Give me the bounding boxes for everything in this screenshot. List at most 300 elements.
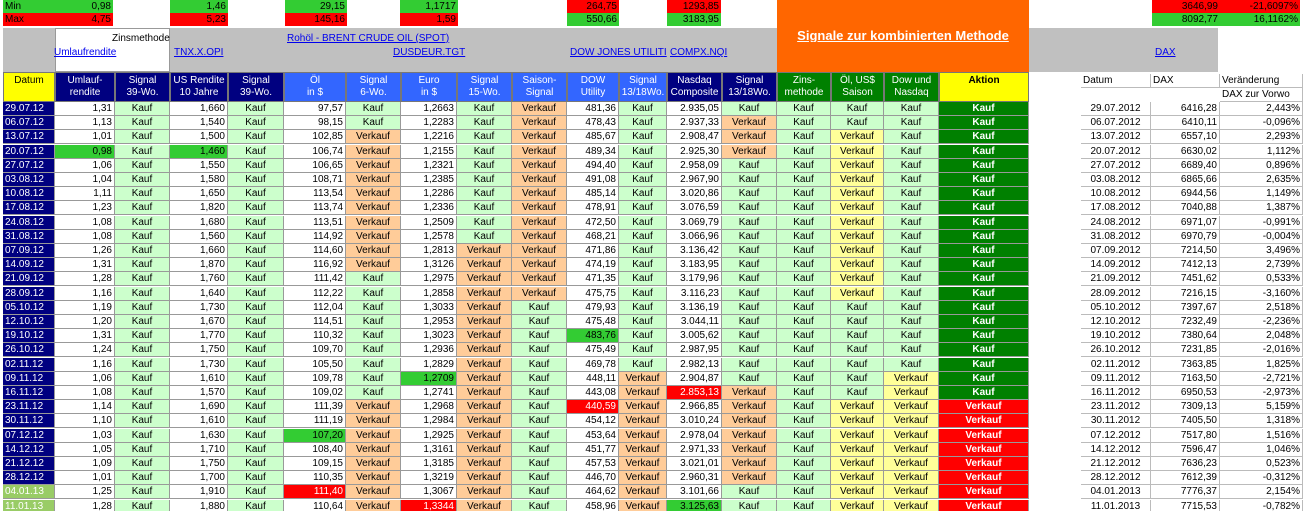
cell-16[interactable]: Verkauf (884, 471, 939, 485)
link-compx[interactable]: COMPX.NQI (670, 47, 728, 58)
cell-7[interactable]: 1,3344 (401, 500, 457, 511)
cell-8[interactable]: Kauf (457, 201, 512, 215)
cell-13[interactable]: Kauf (722, 244, 777, 258)
cell-16[interactable]: Verkauf (884, 457, 939, 471)
cell-17[interactable]: Kauf (939, 287, 1029, 301)
cell-7[interactable]: 1,2321 (401, 159, 457, 173)
cell-11[interactable]: Kauf (619, 272, 667, 286)
cell-1[interactable]: 1,08 (55, 216, 115, 230)
cell-11[interactable]: Kauf (619, 244, 667, 258)
cell-0[interactable]: 28.12.12 (3, 471, 55, 485)
cell-10[interactable]: 448,11 (567, 372, 619, 386)
cell-7[interactable]: 1,2984 (401, 414, 457, 428)
cell-0[interactable]: 11.01.13 (3, 500, 55, 511)
cell-3[interactable]: 1,610 (170, 372, 228, 386)
cell-10[interactable]: 479,93 (567, 301, 619, 315)
cell-6[interactable]: Kauf (346, 301, 401, 315)
cell-14[interactable]: Kauf (777, 443, 831, 457)
cell-9[interactable]: Verkauf (512, 145, 567, 159)
cell-16[interactable]: Kauf (884, 187, 939, 201)
cell-8[interactable]: Verkauf (457, 258, 512, 272)
cell-13[interactable]: Kauf (722, 315, 777, 329)
cell-15[interactable]: Kauf (831, 116, 884, 130)
cell-9[interactable]: Kauf (512, 443, 567, 457)
cell-14[interactable]: Kauf (777, 414, 831, 428)
cell-11[interactable]: Kauf (619, 258, 667, 272)
cell-1[interactable]: 1,23 (55, 201, 115, 215)
cell-4[interactable]: Kauf (228, 329, 284, 343)
cell-7[interactable]: 1,3067 (401, 485, 457, 499)
cell-12[interactable]: 3.021,01 (667, 457, 722, 471)
cell-11[interactable]: Kauf (619, 287, 667, 301)
cell-6[interactable]: Kauf (346, 329, 401, 343)
cell-14[interactable]: Kauf (777, 358, 831, 372)
cell-3[interactable]: 1,910 (170, 485, 228, 499)
cell-7[interactable]: 1,2968 (401, 400, 457, 414)
cell-2[interactable]: Kauf (115, 372, 170, 386)
cell-16[interactable]: Kauf (884, 301, 939, 315)
cell-1[interactable]: 1,09 (55, 457, 115, 471)
cell-6[interactable]: Kauf (346, 386, 401, 400)
cell-0[interactable]: 24.08.12 (3, 216, 55, 230)
cell-10[interactable]: 481,36 (567, 102, 619, 116)
cell-4[interactable]: Kauf (228, 471, 284, 485)
cell-10[interactable]: 491,08 (567, 173, 619, 187)
cell-16[interactable]: Kauf (884, 102, 939, 116)
cell-2[interactable]: Kauf (115, 457, 170, 471)
cell-3[interactable]: 1,670 (170, 315, 228, 329)
cell-14[interactable]: Kauf (777, 471, 831, 485)
cell-5[interactable]: 106,65 (284, 159, 346, 173)
cell-3[interactable]: 1,570 (170, 386, 228, 400)
cell-15[interactable]: Verkauf (831, 429, 884, 443)
cell-15[interactable]: Kauf (831, 301, 884, 315)
cell-9[interactable]: Verkauf (512, 272, 567, 286)
cell-11[interactable]: Verkauf (619, 471, 667, 485)
cell-10[interactable]: 457,53 (567, 457, 619, 471)
cell-15[interactable]: Verkauf (831, 485, 884, 499)
cell-11[interactable]: Verkauf (619, 372, 667, 386)
link-umlaufrendite[interactable]: Umlaufrendite (54, 47, 117, 58)
cell-6[interactable]: Verkauf (346, 187, 401, 201)
cell-11[interactable]: Kauf (619, 301, 667, 315)
cell-6[interactable]: Kauf (346, 372, 401, 386)
cell-5[interactable]: 106,74 (284, 145, 346, 159)
cell-0[interactable]: 31.08.12 (3, 230, 55, 244)
cell-15[interactable]: Verkauf (831, 201, 884, 215)
cell-10[interactable]: 475,75 (567, 287, 619, 301)
cell-6[interactable]: Verkauf (346, 159, 401, 173)
cell-17[interactable]: Verkauf (939, 443, 1029, 457)
cell-9[interactable]: Kauf (512, 400, 567, 414)
cell-6[interactable]: Verkauf (346, 244, 401, 258)
cell-5[interactable]: 111,40 (284, 485, 346, 499)
cell-12[interactable]: 2.908,47 (667, 130, 722, 144)
cell-11[interactable]: Kauf (619, 329, 667, 343)
cell-16[interactable]: Verkauf (884, 485, 939, 499)
cell-15[interactable]: Kauf (831, 315, 884, 329)
link-oil[interactable]: Rohöl - BRENT CRUDE OIL (SPOT) (287, 33, 450, 44)
cell-1[interactable]: 1,03 (55, 429, 115, 443)
cell-7[interactable]: 1,3161 (401, 443, 457, 457)
cell-5[interactable]: 98,15 (284, 116, 346, 130)
cell-6[interactable]: Kauf (346, 116, 401, 130)
cell-13[interactable]: Kauf (722, 216, 777, 230)
cell-5[interactable]: 105,50 (284, 358, 346, 372)
cell-10[interactable]: 483,76 (567, 329, 619, 343)
cell-10[interactable]: 458,96 (567, 500, 619, 511)
cell-14[interactable]: Kauf (777, 201, 831, 215)
cell-11[interactable]: Kauf (619, 358, 667, 372)
cell-1[interactable]: 1,31 (55, 102, 115, 116)
cell-13[interactable]: Verkauf (722, 443, 777, 457)
cell-9[interactable]: Kauf (512, 471, 567, 485)
cell-12[interactable]: 3.101,66 (667, 485, 722, 499)
cell-10[interactable]: 474,19 (567, 258, 619, 272)
cell-0[interactable]: 23.11.12 (3, 400, 55, 414)
cell-6[interactable]: Kauf (346, 343, 401, 357)
cell-3[interactable]: 1,690 (170, 400, 228, 414)
cell-3[interactable]: 1,870 (170, 258, 228, 272)
cell-13[interactable]: Verkauf (722, 400, 777, 414)
cell-11[interactable]: Kauf (619, 230, 667, 244)
cell-6[interactable]: Verkauf (346, 414, 401, 428)
cell-2[interactable]: Kauf (115, 287, 170, 301)
cell-11[interactable]: Kauf (619, 145, 667, 159)
cell-17[interactable]: Kauf (939, 258, 1029, 272)
cell-10[interactable]: 440,59 (567, 400, 619, 414)
cell-12[interactable]: 2.967,90 (667, 173, 722, 187)
cell-17[interactable]: Kauf (939, 315, 1029, 329)
cell-9[interactable]: Kauf (512, 358, 567, 372)
cell-12[interactable]: 3.066,96 (667, 230, 722, 244)
cell-3[interactable]: 1,710 (170, 443, 228, 457)
cell-2[interactable]: Kauf (115, 159, 170, 173)
cell-4[interactable]: Kauf (228, 130, 284, 144)
cell-4[interactable]: Kauf (228, 315, 284, 329)
cell-14[interactable]: Kauf (777, 216, 831, 230)
signal-banner-title[interactable]: Signale zur kombinierten Methode (797, 30, 1009, 42)
cell-11[interactable]: Verkauf (619, 500, 667, 511)
cell-6[interactable]: Kauf (346, 315, 401, 329)
cell-13[interactable]: Kauf (722, 301, 777, 315)
cell-5[interactable]: 109,70 (284, 343, 346, 357)
cell-1[interactable]: 1,16 (55, 358, 115, 372)
cell-13[interactable]: Verkauf (722, 414, 777, 428)
cell-7[interactable]: 1,2858 (401, 287, 457, 301)
cell-17[interactable]: Kauf (939, 329, 1029, 343)
cell-8[interactable]: Verkauf (457, 500, 512, 511)
cell-3[interactable]: 1,770 (170, 329, 228, 343)
cell-3[interactable]: 1,640 (170, 287, 228, 301)
cell-8[interactable]: Verkauf (457, 287, 512, 301)
cell-16[interactable]: Kauf (884, 329, 939, 343)
cell-5[interactable]: 114,51 (284, 315, 346, 329)
cell-2[interactable]: Kauf (115, 414, 170, 428)
link-tnx[interactable]: TNX.X.OPI (174, 47, 224, 58)
cell-1[interactable]: 1,04 (55, 173, 115, 187)
cell-3[interactable]: 1,680 (170, 216, 228, 230)
cell-0[interactable]: 10.08.12 (3, 187, 55, 201)
cell-9[interactable]: Verkauf (512, 258, 567, 272)
cell-0[interactable]: 26.10.12 (3, 343, 55, 357)
cell-4[interactable]: Kauf (228, 343, 284, 357)
cell-14[interactable]: Kauf (777, 287, 831, 301)
cell-16[interactable]: Kauf (884, 159, 939, 173)
cell-8[interactable]: Verkauf (457, 358, 512, 372)
cell-5[interactable]: 109,15 (284, 457, 346, 471)
cell-0[interactable]: 05.10.12 (3, 301, 55, 315)
cell-3[interactable]: 1,460 (170, 145, 228, 159)
cell-8[interactable]: Verkauf (457, 485, 512, 499)
cell-11[interactable]: Kauf (619, 102, 667, 116)
cell-1[interactable]: 1,19 (55, 301, 115, 315)
cell-15[interactable]: Verkauf (831, 145, 884, 159)
link-dax[interactable]: DAX (1155, 47, 1176, 58)
cell-17[interactable]: Kauf (939, 159, 1029, 173)
cell-9[interactable]: Kauf (512, 315, 567, 329)
cell-12[interactable]: 3.005,62 (667, 329, 722, 343)
cell-8[interactable]: Verkauf (457, 329, 512, 343)
cell-4[interactable]: Kauf (228, 145, 284, 159)
cell-8[interactable]: Kauf (457, 159, 512, 173)
cell-2[interactable]: Kauf (115, 230, 170, 244)
cell-15[interactable]: Verkauf (831, 272, 884, 286)
cell-5[interactable]: 108,40 (284, 443, 346, 457)
cell-13[interactable]: Kauf (722, 159, 777, 173)
cell-10[interactable]: 453,64 (567, 429, 619, 443)
cell-1[interactable]: 1,26 (55, 244, 115, 258)
cell-16[interactable]: Kauf (884, 244, 939, 258)
cell-17[interactable]: Verkauf (939, 471, 1029, 485)
cell-3[interactable]: 1,760 (170, 272, 228, 286)
cell-13[interactable]: Kauf (722, 485, 777, 499)
cell-14[interactable]: Kauf (777, 301, 831, 315)
cell-7[interactable]: 1,2283 (401, 116, 457, 130)
cell-6[interactable]: Verkauf (346, 258, 401, 272)
cell-10[interactable]: 443,08 (567, 386, 619, 400)
cell-3[interactable]: 1,550 (170, 159, 228, 173)
cell-2[interactable]: Kauf (115, 301, 170, 315)
cell-4[interactable]: Kauf (228, 258, 284, 272)
cell-0[interactable]: 20.07.12 (3, 145, 55, 159)
cell-7[interactable]: 1,2578 (401, 230, 457, 244)
cell-1[interactable]: 1,31 (55, 329, 115, 343)
cell-12[interactable]: 3.010,24 (667, 414, 722, 428)
cell-10[interactable]: 471,35 (567, 272, 619, 286)
cell-2[interactable]: Kauf (115, 500, 170, 511)
cell-1[interactable]: 1,16 (55, 287, 115, 301)
cell-16[interactable]: Kauf (884, 173, 939, 187)
cell-2[interactable]: Kauf (115, 329, 170, 343)
cell-14[interactable]: Kauf (777, 159, 831, 173)
cell-14[interactable]: Kauf (777, 173, 831, 187)
cell-7[interactable]: 1,3126 (401, 258, 457, 272)
cell-11[interactable]: Verkauf (619, 485, 667, 499)
cell-9[interactable]: Kauf (512, 457, 567, 471)
cell-7[interactable]: 1,2975 (401, 272, 457, 286)
cell-7[interactable]: 1,2925 (401, 429, 457, 443)
cell-1[interactable]: 1,01 (55, 130, 115, 144)
cell-4[interactable]: Kauf (228, 485, 284, 499)
cell-14[interactable]: Kauf (777, 116, 831, 130)
cell-16[interactable]: Kauf (884, 201, 939, 215)
cell-6[interactable]: Kauf (346, 287, 401, 301)
cell-16[interactable]: Kauf (884, 130, 939, 144)
cell-15[interactable]: Verkauf (831, 187, 884, 201)
cell-12[interactable]: 3.069,79 (667, 216, 722, 230)
cell-7[interactable]: 1,3033 (401, 301, 457, 315)
cell-12[interactable]: 2.971,33 (667, 443, 722, 457)
cell-5[interactable]: 116,92 (284, 258, 346, 272)
cell-2[interactable]: Kauf (115, 429, 170, 443)
cell-5[interactable]: 113,51 (284, 216, 346, 230)
cell-8[interactable]: Verkauf (457, 386, 512, 400)
cell-17[interactable]: Verkauf (939, 457, 1029, 471)
cell-6[interactable]: Kauf (346, 102, 401, 116)
cell-3[interactable]: 1,750 (170, 457, 228, 471)
cell-1[interactable]: 1,08 (55, 386, 115, 400)
cell-8[interactable]: Kauf (457, 230, 512, 244)
cell-12[interactable]: 3.136,19 (667, 301, 722, 315)
cell-17[interactable]: Kauf (939, 358, 1029, 372)
cell-12[interactable]: 2.982,13 (667, 358, 722, 372)
cell-11[interactable]: Kauf (619, 201, 667, 215)
cell-14[interactable]: Kauf (777, 485, 831, 499)
cell-9[interactable]: Kauf (512, 329, 567, 343)
cell-16[interactable]: Kauf (884, 145, 939, 159)
cell-12[interactable]: 3.076,59 (667, 201, 722, 215)
cell-17[interactable]: Verkauf (939, 414, 1029, 428)
cell-2[interactable]: Kauf (115, 216, 170, 230)
cell-9[interactable]: Verkauf (512, 216, 567, 230)
cell-12[interactable]: 2.925,30 (667, 145, 722, 159)
cell-17[interactable]: Kauf (939, 173, 1029, 187)
cell-15[interactable]: Verkauf (831, 159, 884, 173)
cell-8[interactable]: Kauf (457, 116, 512, 130)
cell-11[interactable]: Kauf (619, 130, 667, 144)
cell-4[interactable]: Kauf (228, 102, 284, 116)
cell-10[interactable]: 469,78 (567, 358, 619, 372)
cell-8[interactable]: Kauf (457, 102, 512, 116)
cell-17[interactable]: Kauf (939, 102, 1029, 116)
cell-6[interactable]: Verkauf (346, 145, 401, 159)
cell-6[interactable]: Kauf (346, 272, 401, 286)
cell-0[interactable]: 07.09.12 (3, 244, 55, 258)
cell-0[interactable]: 27.07.12 (3, 159, 55, 173)
cell-5[interactable]: 110,32 (284, 329, 346, 343)
cell-0[interactable]: 29.07.12 (3, 102, 55, 116)
cell-17[interactable]: Kauf (939, 244, 1029, 258)
cell-5[interactable]: 110,35 (284, 471, 346, 485)
cell-0[interactable]: 14.09.12 (3, 258, 55, 272)
cell-14[interactable]: Kauf (777, 187, 831, 201)
cell-5[interactable]: 113,54 (284, 187, 346, 201)
cell-12[interactable]: 2.987,95 (667, 343, 722, 357)
cell-7[interactable]: 1,2509 (401, 216, 457, 230)
cell-7[interactable]: 1,2709 (401, 372, 457, 386)
cell-6[interactable]: Verkauf (346, 400, 401, 414)
cell-4[interactable]: Kauf (228, 159, 284, 173)
cell-10[interactable]: 446,70 (567, 471, 619, 485)
cell-7[interactable]: 1,3185 (401, 457, 457, 471)
cell-9[interactable]: Verkauf (512, 187, 567, 201)
cell-2[interactable]: Kauf (115, 145, 170, 159)
cell-1[interactable]: 1,20 (55, 315, 115, 329)
cell-16[interactable]: Verkauf (884, 414, 939, 428)
cell-2[interactable]: Kauf (115, 315, 170, 329)
cell-11[interactable]: Verkauf (619, 429, 667, 443)
cell-14[interactable]: Kauf (777, 258, 831, 272)
cell-7[interactable]: 1,2741 (401, 386, 457, 400)
cell-16[interactable]: Kauf (884, 258, 939, 272)
cell-9[interactable]: Verkauf (512, 130, 567, 144)
cell-6[interactable]: Verkauf (346, 457, 401, 471)
cell-15[interactable]: Kauf (831, 343, 884, 357)
cell-7[interactable]: 1,2286 (401, 187, 457, 201)
cell-15[interactable]: Verkauf (831, 244, 884, 258)
cell-5[interactable]: 109,78 (284, 372, 346, 386)
cell-14[interactable]: Kauf (777, 500, 831, 511)
cell-12[interactable]: 2.960,31 (667, 471, 722, 485)
cell-15[interactable]: Verkauf (831, 457, 884, 471)
cell-5[interactable]: 114,92 (284, 230, 346, 244)
cell-4[interactable]: Kauf (228, 201, 284, 215)
cell-1[interactable]: 1,25 (55, 485, 115, 499)
cell-14[interactable]: Kauf (777, 343, 831, 357)
cell-9[interactable]: Verkauf (512, 230, 567, 244)
cell-5[interactable]: 111,19 (284, 414, 346, 428)
cell-3[interactable]: 1,580 (170, 173, 228, 187)
cell-13[interactable]: Kauf (722, 230, 777, 244)
cell-8[interactable]: Verkauf (457, 372, 512, 386)
cell-0[interactable]: 12.10.12 (3, 315, 55, 329)
cell-14[interactable]: Kauf (777, 457, 831, 471)
cell-5[interactable]: 112,22 (284, 287, 346, 301)
cell-9[interactable]: Kauf (512, 414, 567, 428)
cell-10[interactable]: 489,34 (567, 145, 619, 159)
cell-9[interactable]: Kauf (512, 386, 567, 400)
cell-17[interactable]: Kauf (939, 343, 1029, 357)
cell-15[interactable]: Verkauf (831, 230, 884, 244)
cell-7[interactable]: 1,2155 (401, 145, 457, 159)
cell-0[interactable]: 16.11.12 (3, 386, 55, 400)
cell-4[interactable]: Kauf (228, 230, 284, 244)
cell-4[interactable]: Kauf (228, 400, 284, 414)
cell-13[interactable]: Kauf (722, 258, 777, 272)
cell-9[interactable]: Verkauf (512, 102, 567, 116)
cell-3[interactable]: 1,650 (170, 187, 228, 201)
cell-5[interactable]: 109,02 (284, 386, 346, 400)
cell-17[interactable]: Kauf (939, 187, 1029, 201)
cell-14[interactable]: Kauf (777, 386, 831, 400)
cell-5[interactable]: 111,42 (284, 272, 346, 286)
cell-2[interactable]: Kauf (115, 187, 170, 201)
cell-11[interactable]: Verkauf (619, 457, 667, 471)
cell-13[interactable]: Kauf (722, 272, 777, 286)
cell-7[interactable]: 1,2813 (401, 244, 457, 258)
cell-12[interactable]: 2.904,87 (667, 372, 722, 386)
cell-10[interactable]: 472,50 (567, 216, 619, 230)
cell-0[interactable]: 17.08.12 (3, 201, 55, 215)
cell-2[interactable]: Kauf (115, 258, 170, 272)
cell-16[interactable]: Kauf (884, 343, 939, 357)
cell-11[interactable]: Verkauf (619, 443, 667, 457)
cell-12[interactable]: 3.183,95 (667, 258, 722, 272)
cell-17[interactable]: Kauf (939, 130, 1029, 144)
cell-4[interactable]: Kauf (228, 301, 284, 315)
cell-17[interactable]: Verkauf (939, 400, 1029, 414)
